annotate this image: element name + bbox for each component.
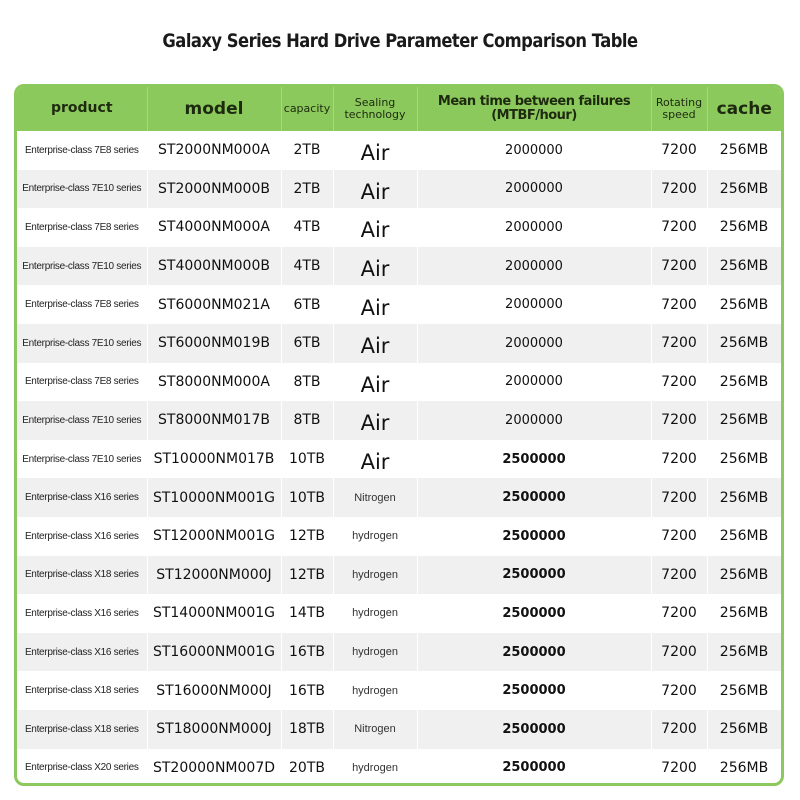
column-header-model: model (147, 87, 281, 131)
capacity-cell: 18TB (281, 710, 333, 749)
cache-cell: 256MB (707, 170, 781, 209)
sealing-cell: hydrogen (333, 749, 417, 787)
product-cell: Enterprise-class X20 series (17, 749, 147, 787)
table-row (17, 131, 781, 170)
capacity-cell: 12TB (281, 556, 333, 595)
sealing-cell: Air (333, 170, 417, 209)
model-cell: ST6000NM021A (147, 285, 281, 324)
product-cell: Enterprise-class X18 series (17, 671, 147, 710)
model-cell: ST14000NM001G (147, 594, 281, 633)
product-cell: Enterprise-class X16 series (17, 633, 147, 672)
sealing-cell: hydrogen (333, 517, 417, 556)
capacity-cell: 2TB (281, 131, 333, 170)
sealing-cell: hydrogen (333, 556, 417, 595)
table-row (17, 749, 781, 787)
comparison-table (17, 87, 782, 786)
capacity-cell: 8TB (281, 363, 333, 402)
table-row (17, 440, 781, 479)
capacity-cell: 10TB (281, 478, 333, 517)
sealing-cell: hydrogen (333, 633, 417, 672)
model-cell: ST4000NM000A (147, 208, 281, 247)
mtbf-cell: 2000000 (417, 247, 651, 286)
column-header-rpm: Rotating speed (651, 87, 707, 131)
model-cell: ST16000NM000J (147, 671, 281, 710)
table-row (17, 556, 781, 595)
product-cell: Enterprise-class 7E10 series (17, 440, 147, 479)
sealing-cell: Air (333, 208, 417, 247)
product-cell: Enterprise-class X18 series (17, 556, 147, 595)
product-cell: Enterprise-class 7E10 series (17, 324, 147, 363)
model-cell: ST20000NM007D (147, 749, 281, 787)
model-cell: ST6000NM019B (147, 324, 281, 363)
cache-cell: 256MB (707, 710, 781, 749)
table-row (17, 363, 781, 402)
sealing-cell: Air (333, 247, 417, 286)
cache-cell: 256MB (707, 247, 781, 286)
mtbf-cell: 2000000 (417, 131, 651, 170)
rpm-cell: 7200 (651, 440, 707, 479)
model-cell: ST16000NM001G (147, 633, 281, 672)
rpm-cell: 7200 (651, 478, 707, 517)
rpm-cell: 7200 (651, 633, 707, 672)
product-cell: Enterprise-class 7E8 series (17, 208, 147, 247)
table-row (17, 633, 781, 672)
column-header-product: product (17, 87, 147, 131)
table-row (17, 517, 781, 556)
capacity-cell: 12TB (281, 517, 333, 556)
product-cell: Enterprise-class X16 series (17, 594, 147, 633)
product-cell: Enterprise-class 7E8 series (17, 285, 147, 324)
mtbf-cell: 2500000 (417, 440, 651, 479)
cache-cell: 256MB (707, 478, 781, 517)
table-row (17, 247, 781, 286)
cache-cell: 256MB (707, 517, 781, 556)
cache-cell: 256MB (707, 594, 781, 633)
cache-cell: 256MB (707, 324, 781, 363)
column-header-capacity: capacity (281, 87, 333, 131)
cache-cell: 256MB (707, 363, 781, 402)
capacity-cell: 6TB (281, 324, 333, 363)
rpm-cell: 7200 (651, 285, 707, 324)
capacity-cell: 8TB (281, 401, 333, 440)
capacity-cell: 10TB (281, 440, 333, 479)
table-header-row (17, 87, 781, 131)
table-row (17, 401, 781, 440)
rpm-cell: 7200 (651, 324, 707, 363)
rpm-cell: 7200 (651, 363, 707, 402)
cache-cell: 256MB (707, 208, 781, 247)
mtbf-cell: 2500000 (417, 671, 651, 710)
rpm-cell: 7200 (651, 594, 707, 633)
capacity-cell: 16TB (281, 633, 333, 672)
mtbf-cell: 2000000 (417, 208, 651, 247)
cache-cell: 256MB (707, 556, 781, 595)
rpm-cell: 7200 (651, 170, 707, 209)
model-cell: ST12000NM000J (147, 556, 281, 595)
product-cell: Enterprise-class X18 series (17, 710, 147, 749)
model-cell: ST18000NM000J (147, 710, 281, 749)
rpm-cell: 7200 (651, 517, 707, 556)
sealing-cell: Air (333, 285, 417, 324)
product-cell: Enterprise-class 7E8 series (17, 363, 147, 402)
product-cell: Enterprise-class 7E10 series (17, 247, 147, 286)
page-title: Galaxy Series Hard Drive Parameter Comparison Table (162, 30, 638, 52)
capacity-cell: 4TB (281, 247, 333, 286)
mtbf-cell: 2500000 (417, 594, 651, 633)
product-cell: Enterprise-class 7E8 series (17, 131, 147, 170)
mtbf-cell: 2000000 (417, 170, 651, 209)
cache-cell: 256MB (707, 671, 781, 710)
capacity-cell: 2TB (281, 170, 333, 209)
table-row (17, 285, 781, 324)
table-row (17, 710, 781, 749)
table-row (17, 208, 781, 247)
mtbf-cell: 2000000 (417, 324, 651, 363)
mtbf-cell: 2500000 (417, 749, 651, 787)
mtbf-cell: 2000000 (417, 285, 651, 324)
table-row (17, 594, 781, 633)
mtbf-cell: 2500000 (417, 633, 651, 672)
sealing-cell: Air (333, 131, 417, 170)
mtbf-cell: 2000000 (417, 363, 651, 402)
capacity-cell: 14TB (281, 594, 333, 633)
table-row (17, 478, 781, 517)
sealing-cell: Air (333, 440, 417, 479)
rpm-cell: 7200 (651, 749, 707, 787)
mtbf-cell: 2500000 (417, 517, 651, 556)
rpm-cell: 7200 (651, 556, 707, 595)
cache-cell: 256MB (707, 131, 781, 170)
model-cell: ST10000NM001G (147, 478, 281, 517)
capacity-cell: 20TB (281, 749, 333, 787)
product-cell: Enterprise-class X16 series (17, 478, 147, 517)
sealing-cell: Nitrogen (333, 478, 417, 517)
model-cell: ST8000NM000A (147, 363, 281, 402)
product-cell: Enterprise-class X16 series (17, 517, 147, 556)
model-cell: ST10000NM017B (147, 440, 281, 479)
model-cell: ST4000NM000B (147, 247, 281, 286)
rpm-cell: 7200 (651, 208, 707, 247)
cache-cell: 256MB (707, 285, 781, 324)
rpm-cell: 7200 (651, 401, 707, 440)
model-cell: ST8000NM017B (147, 401, 281, 440)
sealing-cell: Air (333, 363, 417, 402)
mtbf-cell: 2000000 (417, 401, 651, 440)
mtbf-cell: 2500000 (417, 556, 651, 595)
cache-cell: 256MB (707, 633, 781, 672)
sealing-cell: hydrogen (333, 671, 417, 710)
rpm-cell: 7200 (651, 710, 707, 749)
column-header-sealing: Sealing technology (333, 87, 417, 131)
rpm-cell: 7200 (651, 671, 707, 710)
table-row (17, 324, 781, 363)
rpm-cell: 7200 (651, 247, 707, 286)
sealing-cell: hydrogen (333, 594, 417, 633)
column-header-mtbf: Mean time between failures (MTBF/hour) (417, 87, 651, 131)
capacity-cell: 6TB (281, 285, 333, 324)
column-header-cache: cache (716, 98, 772, 119)
cache-cell: 256MB (707, 440, 781, 479)
sealing-cell: Nitrogen (333, 710, 417, 749)
model-cell: ST2000NM000A (147, 131, 281, 170)
cache-cell: 256MB (707, 401, 781, 440)
capacity-cell: 4TB (281, 208, 333, 247)
mtbf-cell: 2500000 (417, 478, 651, 517)
capacity-cell: 16TB (281, 671, 333, 710)
table-row (17, 170, 781, 209)
rpm-cell: 7200 (651, 131, 707, 170)
mtbf-cell: 2500000 (417, 710, 651, 749)
sealing-cell: Air (333, 324, 417, 363)
model-cell: ST2000NM000B (147, 170, 281, 209)
model-cell: ST12000NM001G (147, 517, 281, 556)
table-row (17, 671, 781, 710)
cache-cell: 256MB (707, 749, 781, 787)
sealing-cell: Air (333, 401, 417, 440)
product-cell: Enterprise-class 7E10 series (17, 170, 147, 209)
comparison-table-frame (14, 84, 784, 786)
product-cell: Enterprise-class 7E10 series (17, 401, 147, 440)
